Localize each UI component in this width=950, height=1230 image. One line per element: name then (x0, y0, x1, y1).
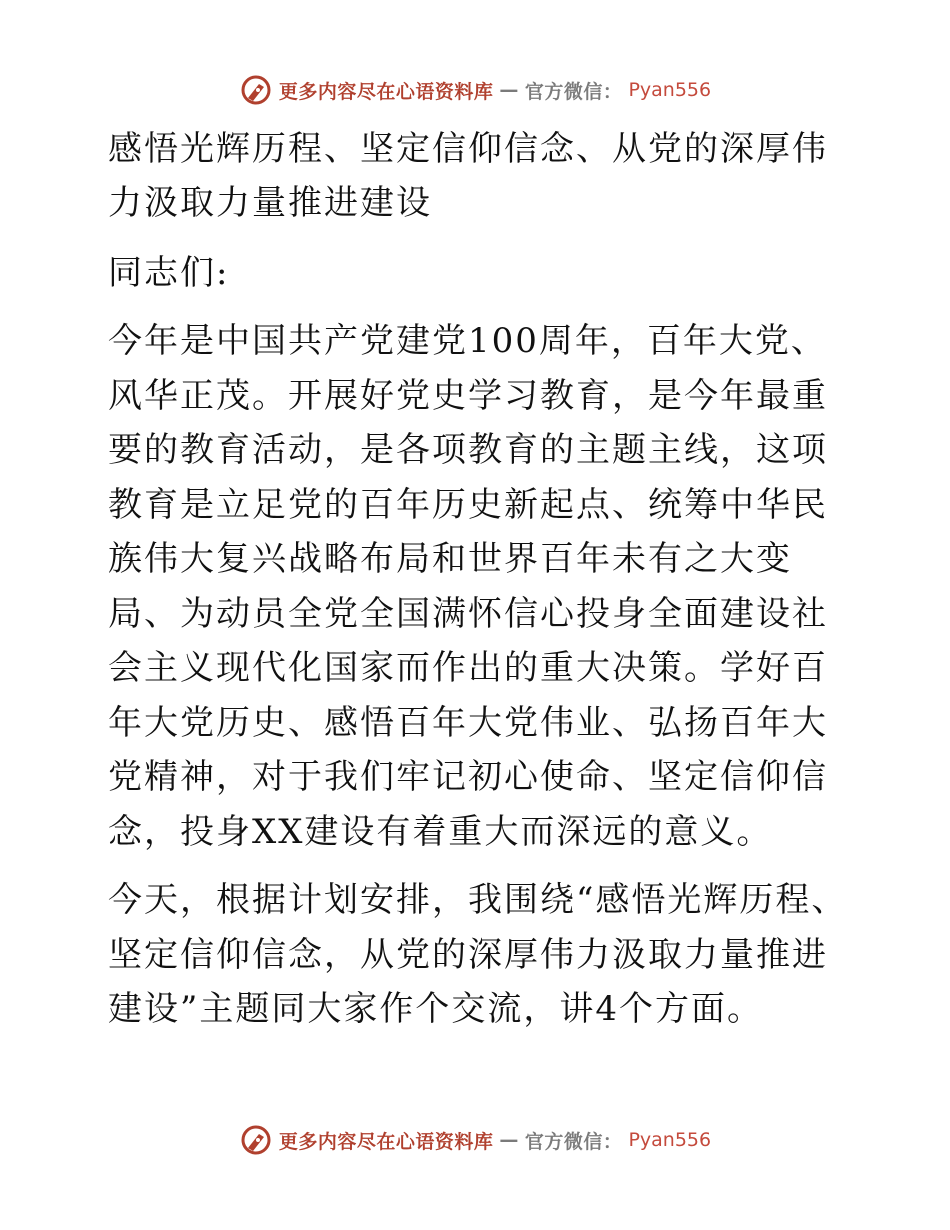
salutation: 同志们: (108, 253, 230, 293)
watermark-id: Pyan556 (628, 1129, 712, 1151)
paragraph: 今年是中国共产党建党100周年，百年大党、风华正茂。开展好党史学习教育，是今年最重要的教育活动，是各项教育的主题主线，这项教育是立足党的百年历史新起点、统筹中华民族伟大复兴战略布局和世界百年未有之大变局、为动员全党全国满怀信心投身全面建设社会主义现代化国家而作出的重大决策。学好百年大党历史、感悟百年大党伟业、弘扬百年大党精神，对于我们牢记初心使命、坚定信仰信念，投身XX建设有着重大而深远的意义。 (108, 321, 828, 852)
document-title: 感悟光辉历程、坚定信仰信念、从党的深厚伟力汲取力量推进建设 (108, 129, 828, 223)
pen-nib-circle-icon (239, 73, 273, 107)
watermark-brand: 更多内容尽在心语资料库 (278, 80, 494, 103)
watermark-separator: — (499, 1129, 519, 1151)
watermark-brand: 更多内容尽在心语资料库 (278, 1130, 494, 1153)
watermark-label: 官方微信： (524, 1130, 623, 1153)
footer-watermark (0, 1120, 950, 1160)
document-body (98, 122, 858, 1051)
header-watermark (0, 70, 950, 110)
pen-nib-circle-icon (239, 1123, 273, 1157)
watermark-label: 官方微信： (524, 80, 623, 103)
watermark-separator: — (499, 79, 519, 101)
paragraph: 今天，根据计划安排，我围绕“感悟光辉历程、坚定信仰信念，从党的深厚伟力汲取力量推进建设”主题同大家作个交流，讲4个方面。 (108, 880, 848, 1029)
watermark-id: Pyan556 (628, 79, 712, 101)
